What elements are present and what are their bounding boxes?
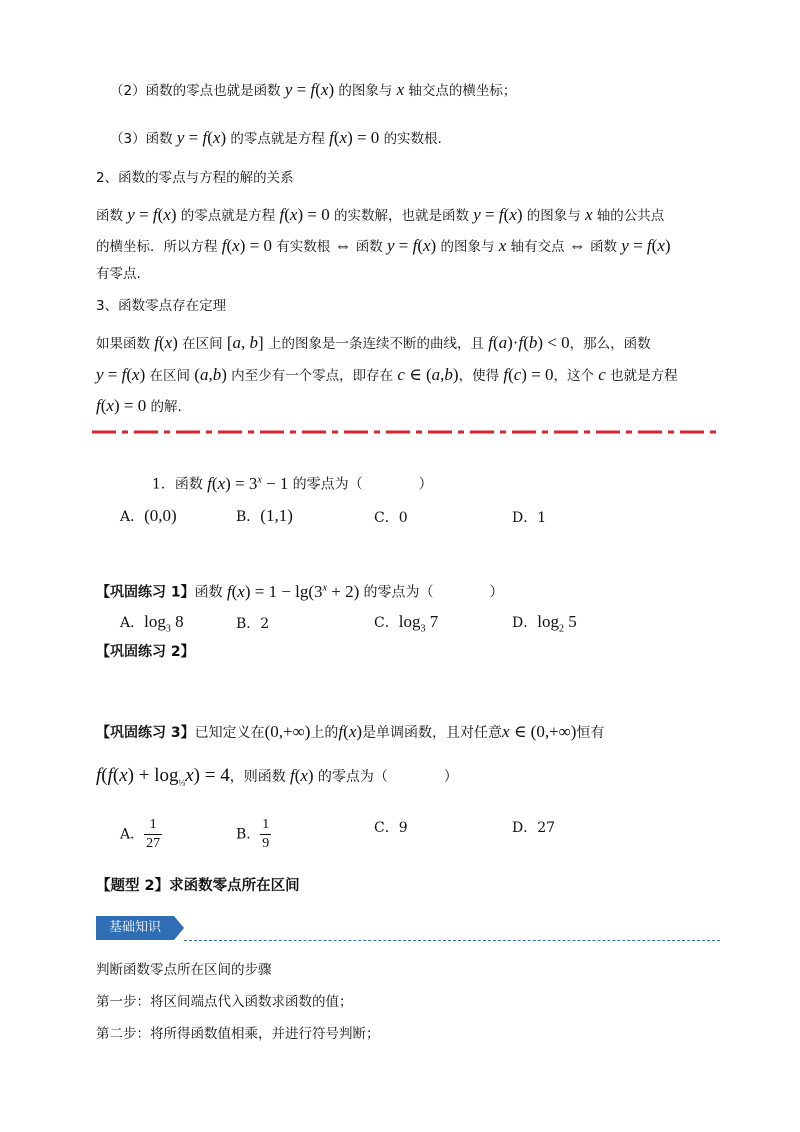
heading-3: 3、函数零点存在定理 [96,298,227,314]
p3-choice-c[interactable]: C．9 [374,820,408,836]
type-2-heading: 【题型 2】求函数零点所在区间 [96,878,300,894]
relation-line-1: 函数 y = f(x) 的零点就是方程 f(x) = 0 的实数解，也就是函数 y = f(x) 的图象与 x 轴的公共点 [96,205,665,224]
p3-choice-a[interactable]: A． $\frac{1}{27}$ [120,817,161,851]
practice-3-line-2: $f(f(x) + \log_{\frac{1}{3}}x) = 4$，则函数 f(x) 的零点为（ ） [96,765,458,788]
basics-tag-line [184,940,720,941]
q1-choice-a[interactable]: A．(0,0) [120,506,177,525]
iff-icon: ⇔ [330,236,356,255]
section-divider [92,430,716,434]
p3-choice-b[interactable]: B． $\frac{1}{9}$ [236,817,270,851]
practice-3-stem: 【巩固练习 3】已知定义在(0,+∞)上的f(x)是单调函数，且对任意x ∈ (0,+∞)恒有 [96,722,605,741]
p1-choice-c[interactable]: C．$\log_3 7$ [374,612,439,635]
step-1: 第一步：将区间端点代入函数求函数的值； [96,994,353,1010]
p1-choice-b[interactable]: B．2 [236,616,270,632]
heading-2: 2、函数的零点与方程的解的关系 [96,170,294,186]
basics-item-3: （3）函数 y = f(x) 的零点就是方程 f(x) = 0 的实数根. [110,128,442,147]
q1-choice-b[interactable]: B．(1,1) [236,506,293,525]
math: y = f(x) [284,80,339,99]
q1-choice-d[interactable]: D．1 [512,510,547,526]
practice-2-label: 【巩固练习 2】 [96,644,195,660]
step-2: 第二步：将所得函数值相乘，并进行符号判断； [96,1026,380,1042]
p3-choice-d[interactable]: D．27 [512,820,556,836]
basics-tag: 基础知识 [96,916,174,940]
relation-line-3: 有零点. [96,266,141,282]
practice-1-stem: 【巩固练习 1】函数 $f(x) = 1 - \lg(3^x + 2)$ 的零点为（ ） [96,581,504,601]
iff-icon: ⇔ [564,236,591,255]
basics-item-2: （2）函数的零点也就是函数 y = f(x) 的图象与 x 轴交点的横坐标； [110,80,517,99]
p1-choice-a[interactable]: A．$\log_3 8$ [120,612,184,635]
q1-choice-c[interactable]: C．0 [374,510,408,526]
theorem-line-2: y = f(x) 在区间 (a,b) 内至少有一个零点，即存在 c ∈ (a,b)，使得 f(c) = 0，这个 c 也就是方程 [96,365,678,384]
theorem-line-1: 如果函数 f(x) 在区间 [a, b] 上的图象是一条连续不断的曲线，且 f(a)·f(b) < 0，那么，函数 [96,333,651,352]
steps-title: 判断函数零点所在区间的步骤 [96,962,272,978]
theorem-line-3: f(x) = 0 的解. [96,396,182,415]
p1-choice-d[interactable]: D．$\log_2 5$ [512,612,577,635]
question-1-stem: 1．函数 $f(x) = 3^x - 1$ 的零点为（ ） [152,473,433,493]
relation-line-2: 的横坐标．所以方程 f(x) = 0 有实数根 ⇔ 函数 y = f(x) 的图象与 x 轴有交点 ⇔ 函数 y = f(x) [96,236,671,255]
